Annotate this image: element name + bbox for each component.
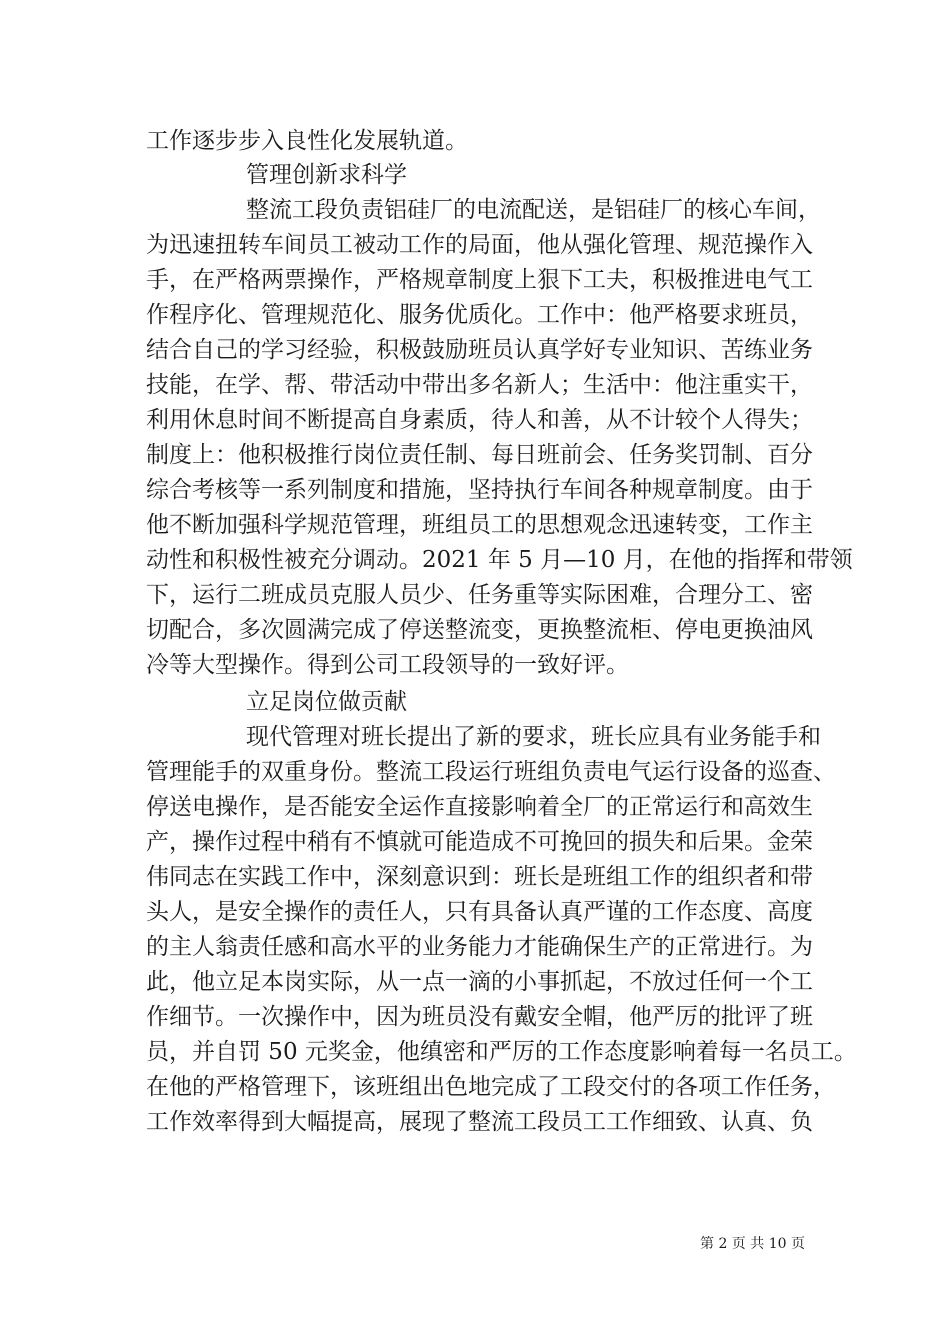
section-heading: 管理创新求科学 — [246, 162, 407, 188]
text-line: 结合自己的学习经验，积极鼓励班员认真学好专业知识、苦练业务 — [146, 337, 813, 363]
page-number: 第 2 页 共 10 页 — [700, 1236, 805, 1252]
text-line: 综合考核等一系列制度和措施，坚持执行车间各种规章制度。由于 — [146, 477, 813, 503]
text-line: 此，他立足本岗实际，从一点一滴的小事抓起，不放过任何一个工 — [146, 969, 813, 995]
text-line: 动性和积极性被充分调动。2021 年 5 月—10 月，在他的指挥和带领 — [146, 547, 853, 573]
text-line: 工作逐步步入良性化发展轨道。 — [146, 128, 468, 154]
text-line: 利用休息时间不断提高自身素质，待人和善，从不计较个人得失； — [146, 407, 813, 433]
text-line: 作程序化、管理规范化、服务优质化。工作中：他严格要求班员， — [146, 302, 813, 328]
text-line: 为迅速扭转车间员工被动工作的局面，他从强化管理、规范操作入 — [146, 232, 813, 258]
text-line: 在他的严格管理下，该班组出色地完成了工段交付的各项工作任务， — [146, 1074, 836, 1100]
text-line: 切配合，多次圆满完成了停送整流变，更换整流柜、停电更换油风 — [146, 617, 813, 643]
text-line: 工作效率得到大幅提高，展现了整流工段员工工作细致、认真、负 — [146, 1109, 813, 1135]
text-line: 的主人翁责任感和高水平的业务能力才能确保生产的正常进行。为 — [146, 934, 813, 960]
text-line: 头人，是安全操作的责任人，只有具备认真严谨的工作态度、高度 — [146, 899, 813, 925]
text-line: 伟同志在实践工作中，深刻意识到：班长是班组工作的组织者和带 — [146, 864, 813, 890]
text-line: 他不断加强科学规范管理，班组员工的思想观念迅速转变，工作主 — [146, 512, 813, 538]
paragraph-first-line: 整流工段负责铝硅厂的电流配送，是铝硅厂的核心车间， — [246, 197, 821, 223]
text-line: 员，并自罚 50 元奖金，他缜密和严厉的工作态度影响着每一名员工。 — [146, 1039, 857, 1065]
text-line: 停送电操作，是否能安全运作直接影响着全厂的正常运行和高效生 — [146, 794, 813, 820]
text-line: 下，运行二班成员克服人员少、任务重等实际困难，合理分工、密 — [146, 582, 813, 608]
text-line: 冷等大型操作。得到公司工段领导的一致好评。 — [146, 652, 629, 678]
text-line: 技能，在学、帮、带活动中带出多名新人；生活中：他注重实干， — [146, 372, 813, 398]
text-line: 作细节。一次操作中，因为班员没有戴安全帽，他严厉的批评了班 — [146, 1004, 813, 1030]
section-heading: 立足岗位做贡献 — [246, 689, 407, 715]
text-line: 产，操作过程中稍有不慎就可能造成不可挽回的损失和后果。金荣 — [146, 829, 813, 855]
text-line: 手，在严格两票操作，严格规章制度上狠下工夫，积极推进电气工 — [146, 267, 813, 293]
text-line: 管理能手的双重身份。整流工段运行班组负责电气运行设备的巡查、 — [146, 759, 836, 785]
text-line: 制度上：他积极推行岗位责任制、每日班前会、任务奖罚制、百分 — [146, 442, 813, 468]
paragraph-first-line: 现代管理对班长提出了新的要求，班长应具有业务能手和 — [246, 724, 821, 750]
